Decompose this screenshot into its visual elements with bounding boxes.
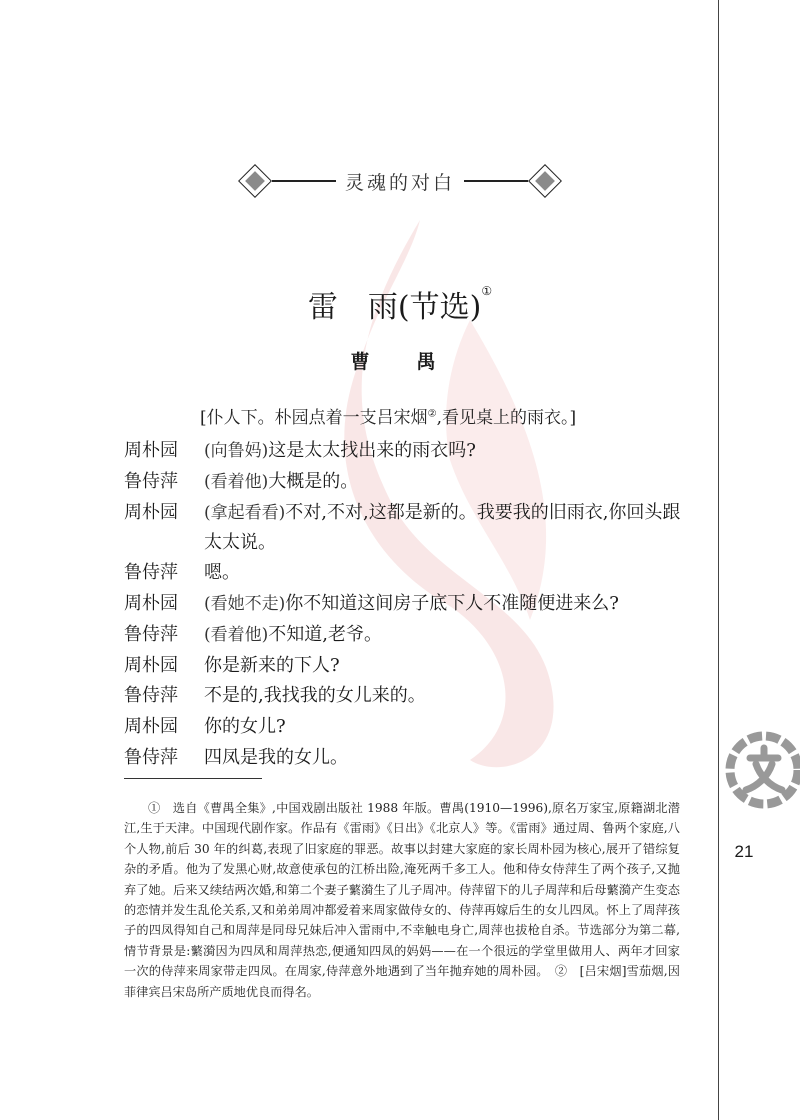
footnote-rule	[124, 778, 262, 779]
line-text: 不知道,老爷。	[268, 623, 382, 645]
dialogue	[124, 436, 684, 774]
dialogue-line	[124, 467, 684, 498]
speaker: 周朴园	[124, 716, 178, 738]
speaker: 鲁侍萍	[124, 562, 178, 584]
dialogue-line	[124, 558, 684, 589]
diamond-ornament-left	[240, 166, 270, 196]
page-title	[0, 282, 800, 326]
footnotes: ① 选自《曹禺全集》,中国戏剧出版社 1988 年版。曹禺(1910—1996),原名万家宝,原籍湖北潜江,生于天津。中国现代剧作家。作品有《雷雨》《日出》《北京人》等。《雷雨》通过周、鲁两个家庭,八个人物,前后 30 年的纠葛,表现了旧家庭的罪恶。故事以封建大家庭的家长周朴园为核心,展开了错综复杂的矛盾。他为了发黑心财,故意使承包的江桥出险,淹死两千多工人。他和侍女侍萍生了两个孩子,又抛弃了她。后来又续结两次婚,和第二个妻子蘩漪生了儿子周冲。侍萍留下的儿子周萍和后母蘩漪产生变态的恋情并发生乱伦关系,又和弟弟周冲都爱着来周家做侍女的、侍萍再嫁后生的女儿四凤。怀上了周萍孩子的四凤得知自己和周萍是同母兄妹后冲入雷雨中,不幸触电身亡,周萍也拔枪自杀。节选部分为第二幕,情节背景是:蘩漪因为四凤和周萍热恋,便通知四凤的妈妈——在一个很远的学堂里做用人、两年才回家一次的侍萍来周家带走四凤。在周家,侍萍意外地遇到了当年抛弃她的周朴园。 ② [吕宋烟]雪茄烟,因菲律宾吕宋岛所产质地优良而得名。	[124, 801, 680, 999]
direction: (向鲁妈)	[204, 441, 269, 461]
stage-note-mark: ②	[427, 408, 437, 420]
line-text: 不是的,我找我的女儿来的。	[204, 685, 426, 707]
dialogue-line	[124, 651, 684, 682]
speaker: 周朴园	[124, 501, 178, 523]
speaker: 周朴园	[124, 654, 178, 676]
line-text: 这是太太找出来的雨衣吗?	[268, 440, 476, 461]
banner-line-left	[272, 180, 336, 182]
banner-line-right	[464, 180, 528, 182]
page-number: 21	[734, 842, 754, 861]
title-note-mark: ①	[481, 284, 493, 298]
speaker: 周朴园	[124, 440, 178, 461]
line-text: 四凤是我的女儿。	[204, 746, 348, 768]
stage-direction-after: ,看见桌上的雨衣。]	[436, 408, 577, 428]
dialogue-line	[124, 712, 684, 743]
line-text: 不对,不对,这都是新的。我要我的旧雨衣,你回头跟太太说。	[204, 501, 681, 554]
dialogue-line	[124, 498, 684, 559]
direction: (看她不走)	[204, 593, 286, 614]
line-text: 大概是的。	[268, 470, 359, 492]
line-text: 你的女儿?	[204, 716, 286, 738]
dialogue-line	[124, 620, 684, 651]
dialogue-line	[124, 436, 684, 467]
diamond-ornament-right	[530, 166, 560, 196]
stage-direction-before: [仆人下。朴园点着一支吕宋烟	[200, 408, 428, 428]
author-name: 曹 禺	[350, 351, 450, 373]
stage-direction	[200, 403, 576, 428]
dialogue-line	[124, 589, 684, 620]
direction: (拿起看看)	[204, 502, 286, 523]
speaker: 鲁侍萍	[124, 685, 178, 707]
line-text: 你不知道这间房子底下人不准随便进来么?	[285, 592, 619, 614]
section-title: 灵魂的对白	[344, 172, 455, 194]
section-banner	[240, 158, 560, 204]
speaker: 鲁侍萍	[124, 470, 178, 492]
speaker: 鲁侍萍	[124, 746, 178, 768]
direction: (看着他)	[204, 471, 269, 492]
margin-rule	[718, 0, 719, 1120]
line-text: 嗯。	[204, 562, 240, 584]
line-text: 你是新来的下人?	[204, 654, 340, 676]
direction: (看着他)	[204, 624, 269, 645]
seal-icon	[724, 730, 800, 810]
speaker: 鲁侍萍	[124, 623, 178, 645]
title-text: 雷 雨(节选)	[307, 290, 482, 325]
speaker: 周朴园	[124, 592, 178, 614]
dialogue-line	[124, 743, 684, 774]
dialogue-line	[124, 681, 684, 712]
